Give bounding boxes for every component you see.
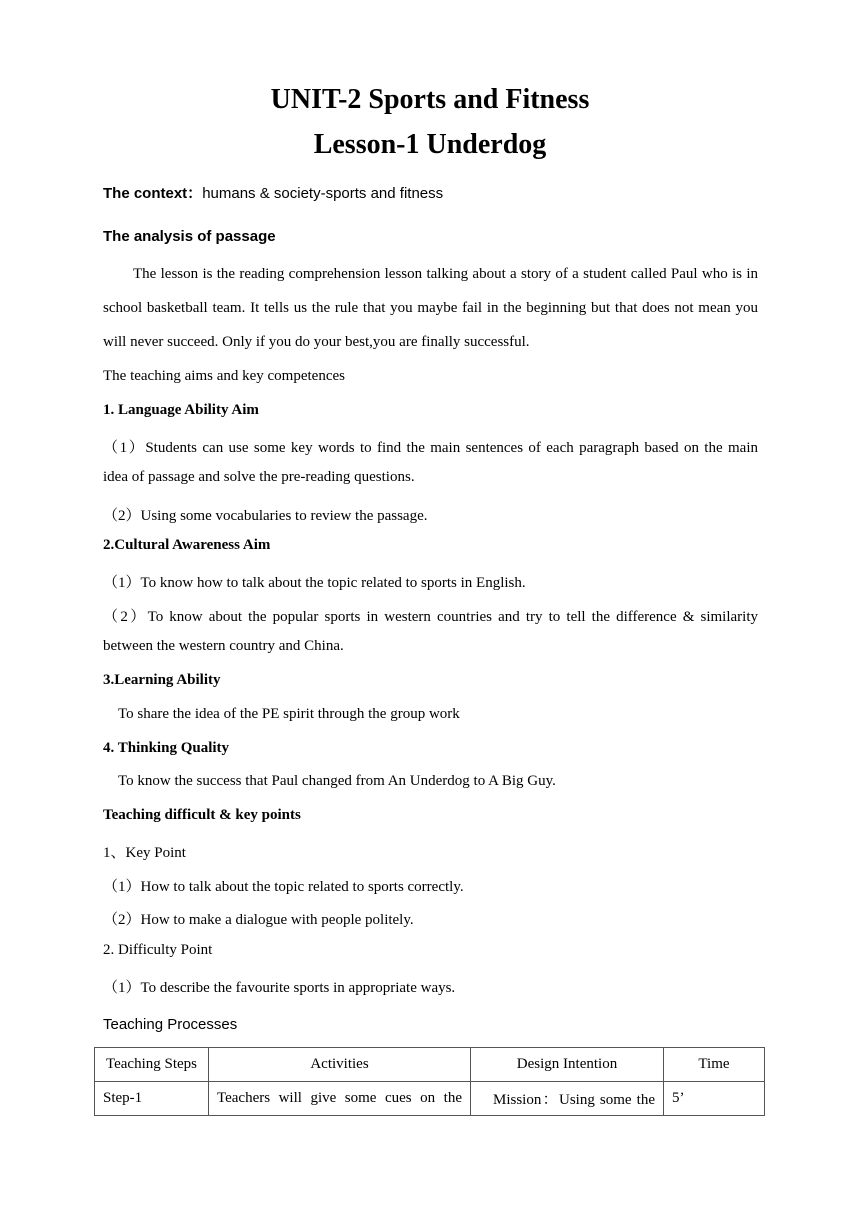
key-points-heading: Teaching difficult & key points — [103, 807, 301, 823]
context-line — [103, 182, 758, 203]
aim1-item2: （2）Using some vocabularies to review the passage. — [103, 508, 428, 524]
aim3-heading: 3.Learning Ability — [103, 672, 221, 688]
aim1-heading: 1. Language Ability Aim — [103, 402, 259, 418]
aims-intro: The teaching aims and key competences — [103, 368, 345, 384]
teaching-processes-heading: Teaching Processes — [103, 1016, 238, 1033]
analysis-paragraph-line: The lesson is the reading comprehension lesson talking about a story of a student called Paul who is in — [133, 266, 758, 282]
analysis-paragraph-line: school basketball team. It tells us the rule that you maybe fail in the beginning but that does not mean you — [103, 300, 758, 316]
teaching-processes-table — [94, 1047, 765, 1116]
aim2-item1: （1）To know how to talk about the topic related to sports in English. — [103, 575, 526, 591]
key-point-label: 1、Key Point — [103, 845, 186, 861]
table-cell-activities: Teachers will give some cues on the — [209, 1082, 471, 1116]
table-cell-time: 5’ — [664, 1082, 765, 1116]
aim1-item1-continued: idea of passage and solve the pre-reading questions. — [103, 469, 415, 485]
key-point-item1: （1）How to talk about the topic related to sports correctly. — [103, 879, 464, 895]
difficulty-point-label: 2. Difficulty Point — [103, 942, 213, 958]
table-header-cell: Design Intention — [471, 1048, 664, 1082]
table-cell-design-intention: Mission：Using some the — [471, 1082, 664, 1116]
aim4-heading: 4. Thinking Quality — [103, 740, 230, 756]
table-header-cell: Teaching Steps — [95, 1048, 209, 1082]
analysis-paragraph-line: will never succeed. Only if you do your best,you are finally successful. — [103, 334, 530, 350]
aim3-text: To share the idea of the PE spirit through the group work — [118, 706, 460, 722]
key-point-item2: （2）How to make a dialogue with people politely. — [103, 912, 414, 928]
document-title: UNIT-2 Sports and Fitness — [270, 84, 590, 115]
aim4-text: To know the success that Paul changed from An Underdog to A Big Guy. — [118, 773, 556, 789]
table-row — [95, 1082, 765, 1116]
document-subtitle: Lesson-1 Underdog — [313, 129, 547, 160]
context-value: humans & society-sports and fitness — [202, 185, 444, 202]
table-header-cell: Time — [664, 1048, 765, 1082]
aim2-heading: 2.Cultural Awareness Aim — [103, 537, 271, 553]
aim2-item2: （2）To know about the popular sports in western countries and try to tell the difference & similarity — [103, 609, 758, 625]
context-label: The context： — [103, 185, 203, 202]
difficulty-point-item1: （1）To describe the favourite sports in appropriate ways. — [103, 980, 456, 996]
table-header-row — [95, 1048, 765, 1082]
aim2-item2-continued: between the western country and China. — [103, 638, 344, 654]
analysis-heading: The analysis of passage — [103, 228, 276, 245]
aim1-item1: （1）Students can use some key words to find the main sentences of each paragraph based on the main — [103, 440, 758, 456]
table-cell-step: Step-1 — [95, 1082, 209, 1116]
table-header-cell: Activities — [209, 1048, 471, 1082]
